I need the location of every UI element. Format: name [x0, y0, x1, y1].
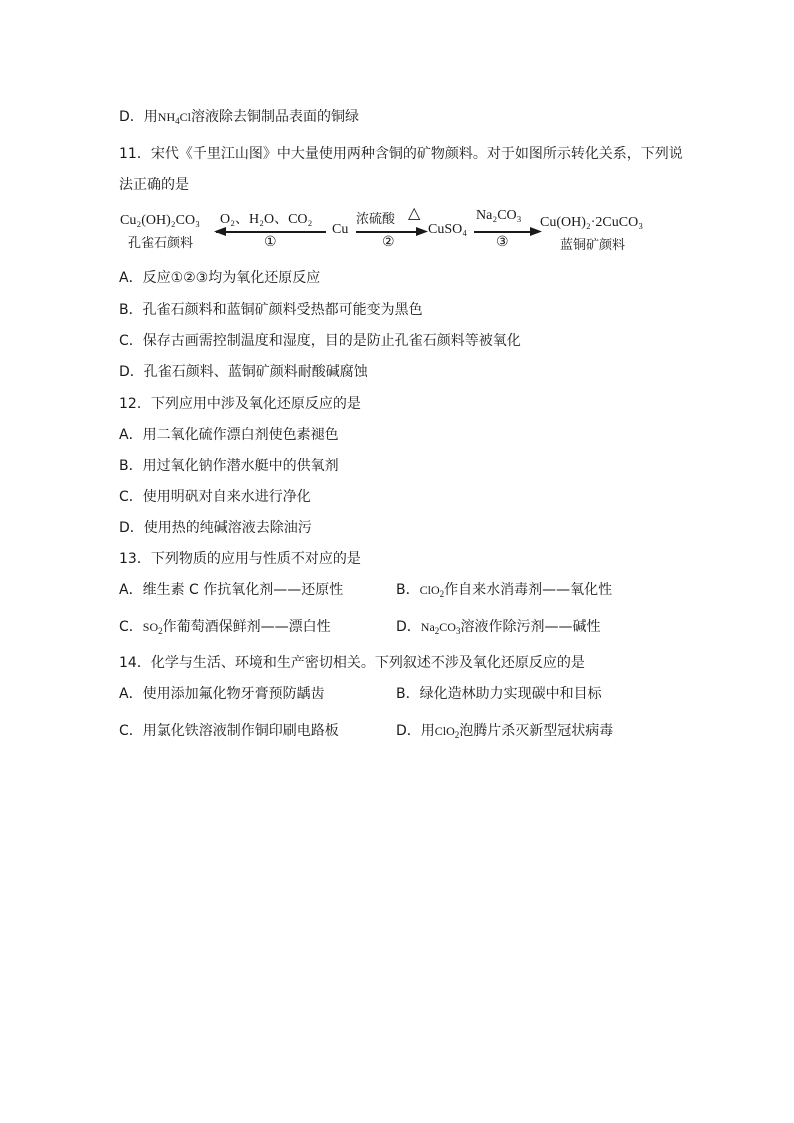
- q12-option-d: D．使用热的纯碱溶液去除油污: [119, 520, 312, 536]
- arrowhead-right-icon: [416, 226, 428, 238]
- formula-nh4cl: $NH_4Cl$: [157, 110, 191, 126]
- q12-option-a: A．用二氧化硫作漂白剂使色素褪色: [119, 427, 339, 443]
- q11-option-b: B．孔雀石颜料和蓝铜矿颜料受热都可能变为黑色: [119, 302, 423, 318]
- q14-option-d: D．用ClO$_2$泡腾片杀灭新型冠状病毒: [396, 723, 614, 740]
- q10-option-d: [119, 107, 359, 127]
- formula-na2co3: $Na_2CO_3$: [420, 620, 461, 636]
- heat-symbol: △: [408, 203, 421, 222]
- azurite-formula: Cu(OH)₂·2CuCO₃: [540, 215, 644, 230]
- q14-stem: 14．化学与生活、环境和生产密切相关。下列叙述不涉及氧化还原反应的是: [119, 655, 585, 671]
- option-text: 溶液除去铜制品表面的铜绿: [190, 109, 359, 125]
- q13-option-b: B．ClO$_2$作自来水消毒剂——氧化性: [396, 582, 613, 599]
- q11-stem-line2: 法正确的是: [119, 177, 189, 193]
- q11-stem-line1: 11．宋代《千里江山图》中大量使用两种含铜的矿物颜料。对于如图所示转化关系，下列说: [119, 146, 683, 162]
- q13-option-a: A．维生素 C 作抗氧化剂——还原性: [119, 582, 344, 598]
- q11-option-d: D．孔雀石颜料、蓝铜矿颜料耐酸碱腐蚀: [119, 364, 368, 380]
- q13-option-d: D．$Na_2CO_3$溶液作除污剂——碱性: [396, 619, 601, 636]
- azurite-name: 蓝铜矿颜料: [560, 238, 626, 253]
- q12-option-c: C．使用明矾对自来水进行净化: [119, 489, 311, 505]
- step1-label: ①: [264, 235, 277, 250]
- q12-stem: 12．下列应用中涉及氧化还原反应的是: [119, 396, 361, 412]
- q13-stem: 13．下列物质的应用与性质不对应的是: [119, 551, 361, 567]
- arrow-step2: [356, 231, 422, 233]
- reagent-step3: Na₂CO₃: [476, 208, 522, 223]
- malachite-formula: Cu₂(OH)₂CO₃: [120, 213, 200, 228]
- q13-option-c: C．$SO_2$作葡萄酒保鲜剂——漂白性: [119, 619, 331, 636]
- formula-clo2: ClO$_2$: [434, 724, 460, 740]
- step2-label: ②: [382, 235, 395, 250]
- q11-option-a: A．反应①②③均为氧化还原反应: [119, 270, 321, 286]
- q12-option-b: B．用过氧化钠作潜水艇中的供氧剂: [119, 458, 339, 474]
- cuso4-formula: CuSO₄: [428, 222, 468, 237]
- reaction-scheme: [120, 205, 665, 257]
- q14-option-b: B．绿化造林助力实现碳中和目标: [396, 686, 602, 702]
- option-label: D．用: [119, 109, 158, 125]
- q11-option-c: C．保存古画需控制温度和湿度，目的是防止孔雀石颜料等被氧化: [119, 333, 521, 349]
- q14-option-a: A．使用添加氟化物牙膏预防龋齿: [119, 686, 325, 702]
- arrow-step1: [216, 231, 326, 233]
- reagents-step1: O₂、H₂O、CO₂: [220, 212, 313, 227]
- reagent-step2: 浓硫酸: [356, 212, 396, 227]
- arrow-step3: [474, 231, 536, 233]
- q13-row1: [119, 580, 343, 600]
- malachite-name: 孔雀石颜料: [128, 236, 194, 251]
- step3-label: ③: [496, 235, 509, 250]
- copper-formula: Cu: [332, 222, 349, 237]
- formula-clo2: ClO$_2$: [419, 583, 445, 599]
- formula-so2: $SO_2$: [142, 620, 163, 636]
- q14-option-c: C．用氯化铁溶液制作铜印刷电路板: [119, 723, 339, 739]
